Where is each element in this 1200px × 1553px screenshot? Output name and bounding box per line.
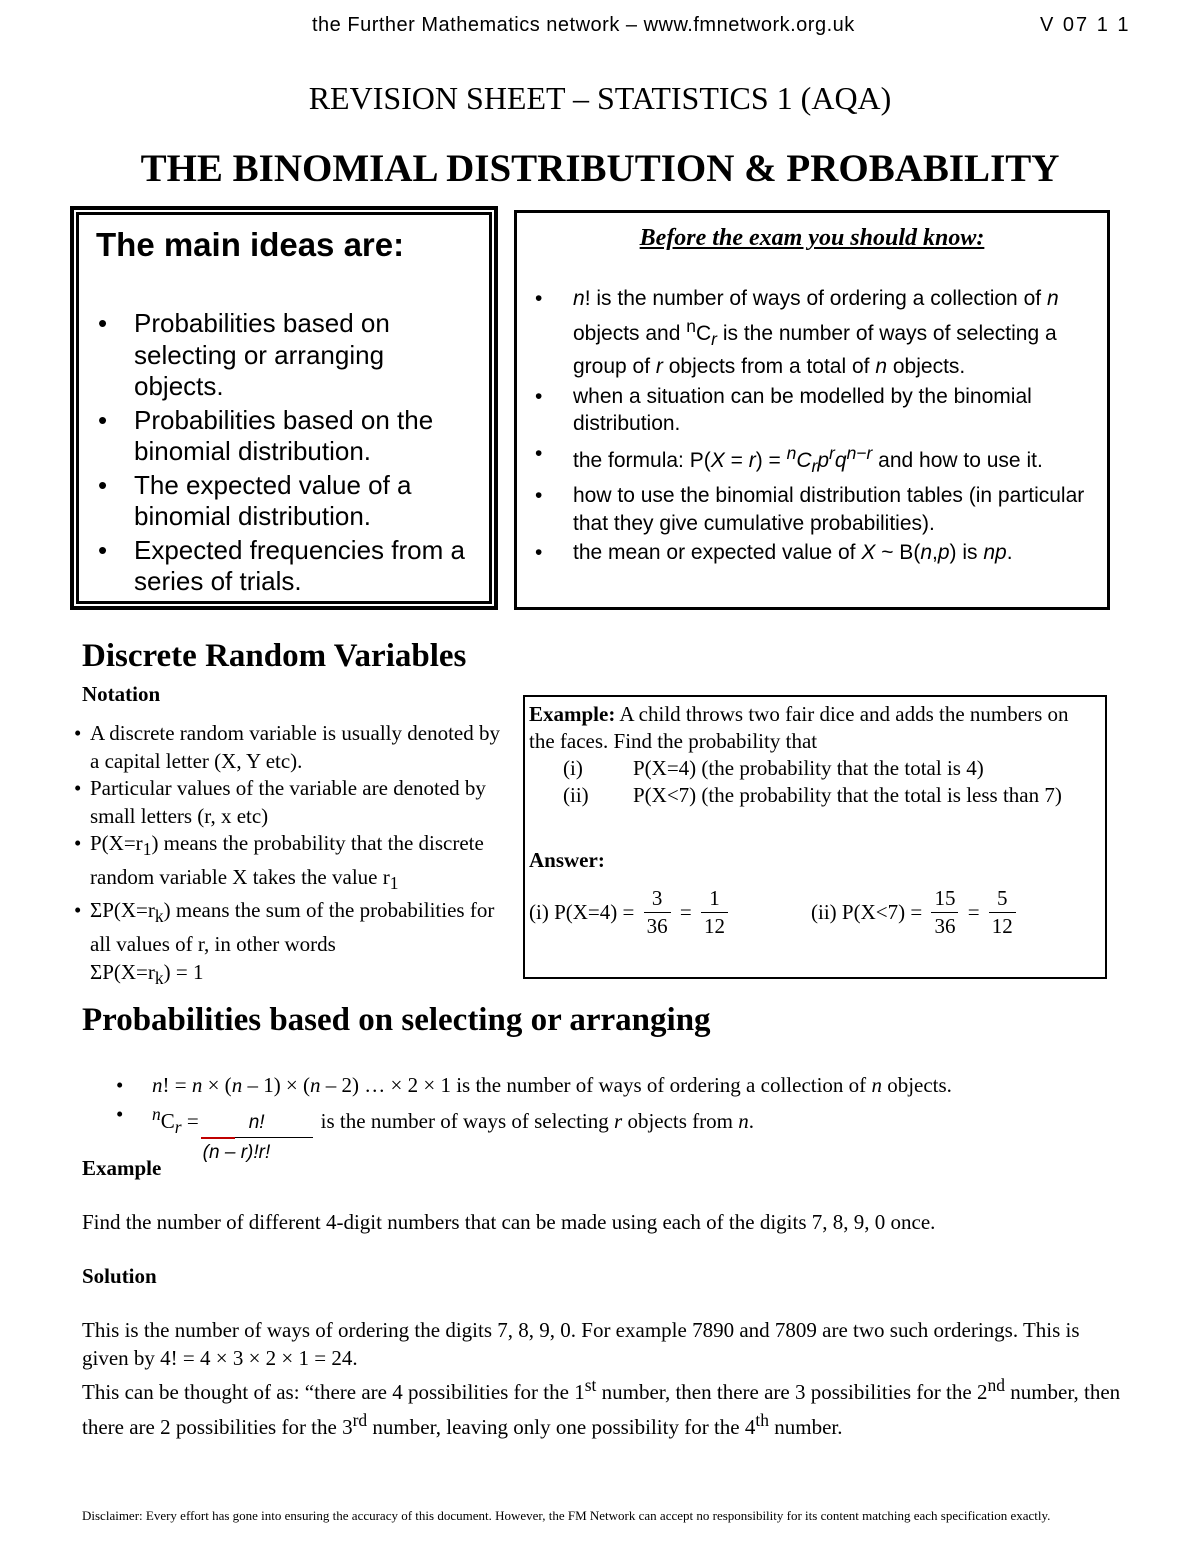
list-item: • $^nC_r$ = $\frac{n!}{(n - r)!r!}$ is the number of ways of selecting r objects from n. (82, 1100, 1142, 1158)
list-item: • when a situation can be modelled by the binomial distribution. (533, 383, 1093, 438)
list-item: • Particular values of the variable are denoted by small letters (r, x etc) (74, 775, 514, 830)
list-item: • Probabilities based on selecting or arranging objects. (96, 308, 476, 403)
list-item: • A discrete random variable is usually denoted by a capital letter (X, Y etc). (74, 720, 514, 775)
example-part-num: (i) (563, 756, 583, 780)
example-text: Example: A child throws two fair dice and adds the numbers on the faces. Find the probability that (529, 702, 1069, 753)
sheet-title: REVISION SHEET – STATISTICS 1 (AQA) (308, 80, 892, 116)
solution-label: Solution (82, 1264, 157, 1288)
example-text: Find the number of different 4-digit numbers that can be made using each of the digits 7, 8, 9, 0 once. (82, 1210, 936, 1234)
example-label: Example (82, 1156, 162, 1180)
list-item: • n! = n × (n – 1) × (n – 2) … × 2 × 1 is the number of ways of ordering a collection of n objects. (82, 1071, 1142, 1100)
list-item: • how to use the binomial distribution tables (in particular that they give cumulative probabilities). (533, 482, 1093, 537)
example-part-text: P(X=4) (the probability that the total is 4) (633, 756, 984, 780)
main-ideas-heading: The main ideas are: (96, 226, 405, 263)
selecting-list (82, 1071, 1142, 1163)
list-item: • n! is the number of ways of ordering a collection of n objects and $^nC_r$ is the number of ways of selecting a group of r objects from a total of n objects. (533, 285, 1093, 381)
section-heading-discrete: Discrete Random Variables (82, 638, 467, 674)
notation-label: Notation (82, 682, 161, 706)
know-list (533, 285, 1093, 569)
example-part-num: (ii) (563, 783, 589, 807)
topic-title: THE BINOMIAL DISTRIBUTION & PROBABILITY (140, 147, 1060, 190)
header-site: the Further Mathematics network – www.fmnetwork.org.uk (312, 14, 855, 36)
notation-list (74, 720, 514, 992)
list-item: • Expected frequencies from a series of trials. (96, 535, 476, 598)
list-item: • the formula: $P(X = r) = ^nC_rp^rq^{n-r}$ and how to use it. (533, 440, 1093, 481)
list-item: • $\Sigma P(X=r_k)$ means the sum of the probabilities for all values of r, in other words $\Sigma P(X=r_k) = 1$ (74, 897, 514, 992)
solution-paragraph: This is the number of ways of ordering the digits 7, 8, 9, 0. For example 7890 and 7809 are two such orderings. This is given by 4! = 4 × 3 × 2 × 1 = 24. (82, 1318, 1080, 1370)
know-heading: Before the exam you should know: (639, 225, 985, 251)
example-part-text: P(X<7) (the probability that the total is less than 7) (633, 783, 1062, 807)
section-heading-selecting: Probabilities based on selecting or arranging (82, 1002, 711, 1038)
list-item: • the mean or expected value of X ~ B(n,p) is np. (533, 539, 1093, 567)
know-box (514, 210, 1110, 610)
list-item: • The expected value of a binomial distribution. (96, 470, 476, 533)
disclaimer: Disclaimer: Every effort has gone into ensuring the accuracy of this document. However, the FM Network can accept no responsibility for its content matching each specification exactly. (82, 1508, 1051, 1523)
answer-label: Answer: (529, 848, 605, 872)
answer-ii: (ii) P(X<7) = $\frac{15}{36}$ = $\frac{5}{12}$ (811, 885, 1020, 940)
main-ideas-box (70, 206, 498, 610)
list-item: • $P(X=r_1)$ means the probability that the discrete random variable X takes the value $r_1$ (74, 830, 514, 897)
solution-paragraph: This can be thought of as: “there are 4 possibilities for the 1st number, then there are 3 possibilities for the 2nd number, then there are 2 possibilities for the 3rd number, leaving only one possibility for the 4th number. (82, 1375, 1121, 1439)
ncr-fraction: $\frac{n!}{(n - r)!r!}$ (201, 1108, 313, 1138)
version-label: V 07 1 1 (1040, 14, 1131, 36)
answer-i: (i) P(X=4) = $\frac{3}{36}$ = $\frac{1}{12}$ (529, 885, 732, 940)
main-ideas-list (96, 308, 476, 600)
list-item: • Probabilities based on the binomial distribution. (96, 405, 476, 468)
example-box (523, 695, 1107, 979)
